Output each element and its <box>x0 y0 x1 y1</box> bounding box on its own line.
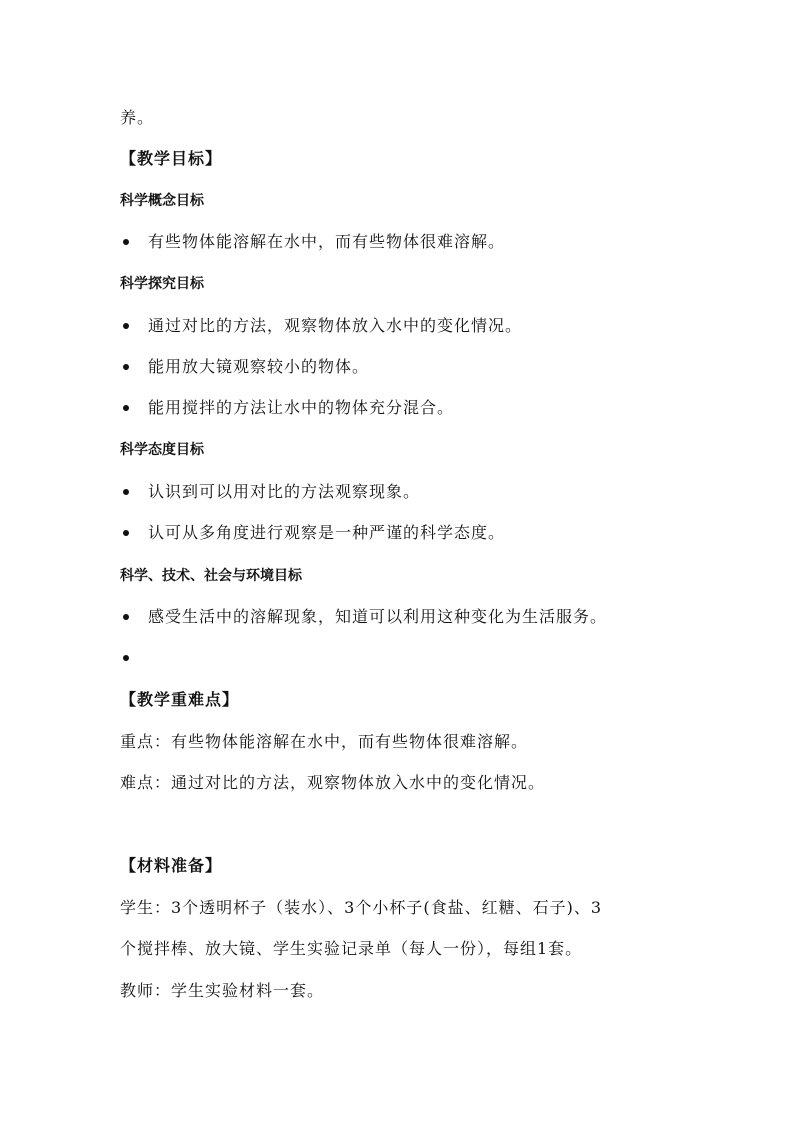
list-item-text: 能用放大镜观察较小的物体。 <box>148 357 370 376</box>
materials-student-text-continued: 个搅拌棒、放大镜、学生实验记录单（每人一份），每组1套。 <box>120 939 583 958</box>
list-item-text: 认识到可以用对比的方法观察现象。 <box>148 482 421 501</box>
materials-heading: 【材料准备】 <box>120 856 223 875</box>
bullet-icon <box>123 655 129 661</box>
attitude-objective-heading: 科学态度目标 <box>120 442 204 458</box>
key-point-text: 重点：有些物体能溶解在水中，而有些物体很难溶解。 <box>120 732 529 751</box>
bullet-icon <box>123 323 129 329</box>
bullet-icon <box>123 239 129 245</box>
bullet-icon <box>123 489 129 495</box>
list-item-text: 认可从多角度进行观察是一种严谨的科学态度。 <box>148 523 506 542</box>
bullet-icon <box>123 614 129 620</box>
bullet-icon <box>123 364 129 370</box>
intro-tail-text: 养。 <box>120 108 155 127</box>
objectives-heading: 【教学目标】 <box>120 149 223 168</box>
list-item-text: 感受生活中的溶解现象，知道可以利用这种变化为生活服务。 <box>148 607 608 626</box>
bullet-icon <box>123 530 129 536</box>
sts-objective-heading: 科学、技术、社会与环境目标 <box>120 568 302 584</box>
list-item-text: 有些物体能溶解在水中，而有些物体很难溶解。 <box>148 232 506 251</box>
keypoints-heading: 【教学重难点】 <box>120 690 240 709</box>
concept-objective-heading: 科学概念目标 <box>120 193 204 209</box>
list-item-text: 通过对比的方法，观察物体放入水中的变化情况。 <box>148 316 523 335</box>
materials-teacher-text: 教师：学生实验材料一套。 <box>120 981 325 1000</box>
inquiry-objective-heading: 科学探究目标 <box>120 276 204 292</box>
materials-student-text: 学生：3个透明杯子（装水）、3个小杯子(食盐、红糖、石子)、3 <box>120 898 603 917</box>
difficult-point-text: 难点：通过对比的方法，观察物体放入水中的变化情况。 <box>120 773 546 792</box>
list-item-text: 能用搅拌的方法让水中的物体充分混合。 <box>148 398 455 417</box>
bullet-icon <box>123 405 129 411</box>
